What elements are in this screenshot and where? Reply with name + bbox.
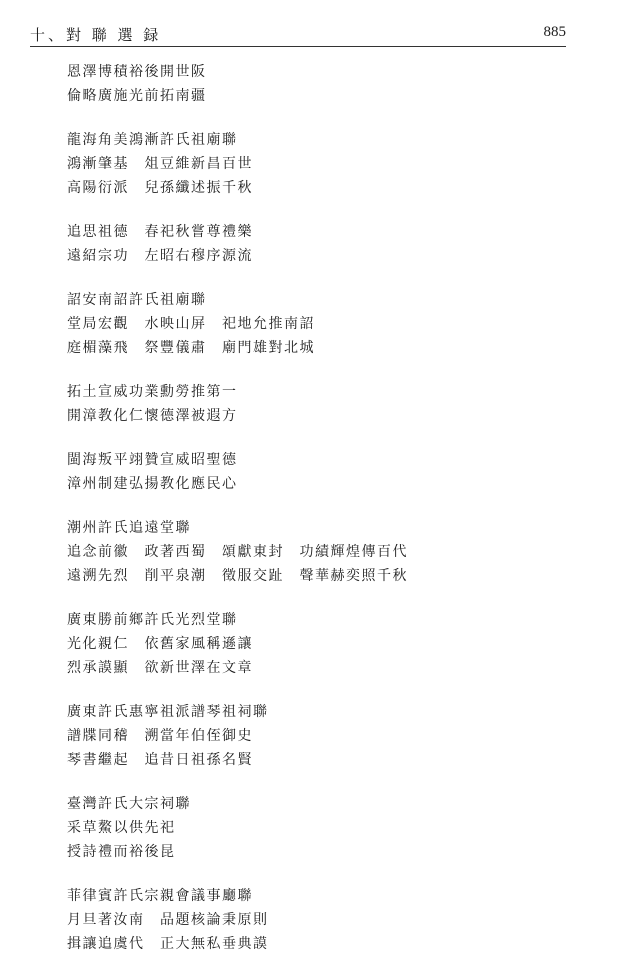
couplet-entry — [67, 700, 587, 772]
couplet-line: 恩澤博積裕後開世阪 — [67, 64, 207, 80]
couplet-heading: 廣東許氏惠寧祖派譜琴祖祠聯 — [67, 704, 269, 720]
page-header — [30, 20, 566, 47]
couplet-entry — [67, 220, 587, 268]
couplet-entry — [67, 380, 587, 428]
couplet-line: 鴻漸肇基 俎豆維新昌百世 — [67, 156, 253, 172]
couplet-entry — [67, 516, 587, 588]
couplet-heading: 廣東勝前鄉許氏光烈堂聯 — [67, 612, 238, 628]
couplet-line: 遠紹宗功 左昭右穆序源流 — [67, 248, 253, 264]
couplet-line: 庭楣藻飛 祭豐儀肅 廟門雄對北城 — [67, 340, 315, 356]
couplet-heading: 潮州許氏追遠堂聯 — [67, 520, 191, 536]
couplet-entry — [67, 884, 587, 956]
couplet-entry — [67, 792, 587, 864]
couplet-heading: 詔安南詔許氏祖廟聯 — [67, 292, 207, 308]
couplet-heading: 菲律賓許氏宗親會議事廳聯 — [67, 888, 253, 904]
couplet-heading: 臺灣許氏大宗祠聯 — [67, 796, 191, 812]
couplet-line: 授詩禮而裕後昆 — [67, 844, 176, 860]
couplet-heading: 龍海角美鴻漸許氏祖廟聯 — [67, 132, 238, 148]
couplet-line: 揖讓追虞代 正大無私垂典謨 — [67, 936, 269, 952]
couplet-entry — [67, 608, 587, 680]
couplet-line: 堂局宏觀 水映山屏 祀地允推南詔 — [67, 316, 315, 332]
couplet-line: 烈承謨顯 欲新世澤在文章 — [67, 660, 253, 676]
couplet-line: 追念前徽 政著西蜀 頌獻東封 功績輝煌傳百代 — [67, 544, 408, 560]
couplet-line: 追思祖德 春祀秋嘗尊禮樂 — [67, 224, 253, 240]
couplet-line: 倫略廣施光前拓南疆 — [67, 88, 207, 104]
couplet-entry — [67, 128, 587, 200]
couplet-line: 高陽衍派 兒孫纖述振千秋 — [67, 180, 253, 196]
couplet-entry — [67, 288, 587, 360]
couplet-list — [67, 60, 587, 976]
couplet-line: 譜牒同稽 溯當年伯侄御史 — [67, 728, 253, 744]
couplet-line: 琴書繼起 追昔日祖孫名賢 — [67, 752, 253, 768]
couplet-line: 遠溯先烈 削平泉潮 徵服交趾 聲華赫奕照千秋 — [67, 568, 408, 584]
couplet-line: 開漳教化仁懷德澤被遐方 — [67, 408, 238, 424]
couplet-line: 拓土宣威功業勳勞推第一 — [67, 384, 238, 400]
couplet-line: 采草鰲以供先祀 — [67, 820, 176, 836]
couplet-line: 光化親仁 依舊家風稱遜讓 — [67, 636, 253, 652]
couplet-line: 月旦著汝南 品題核論秉原則 — [67, 912, 269, 928]
couplet-entry — [67, 60, 587, 108]
couplet-entry — [67, 448, 587, 496]
couplet-line: 漳州制建弘揚教化應民心 — [67, 476, 238, 492]
section-title: 十、對 聯 選 録 — [30, 26, 162, 44]
couplet-line: 閩海叛平翊贊宣威昭聖德 — [67, 452, 238, 468]
page-number: 885 — [543, 24, 566, 40]
